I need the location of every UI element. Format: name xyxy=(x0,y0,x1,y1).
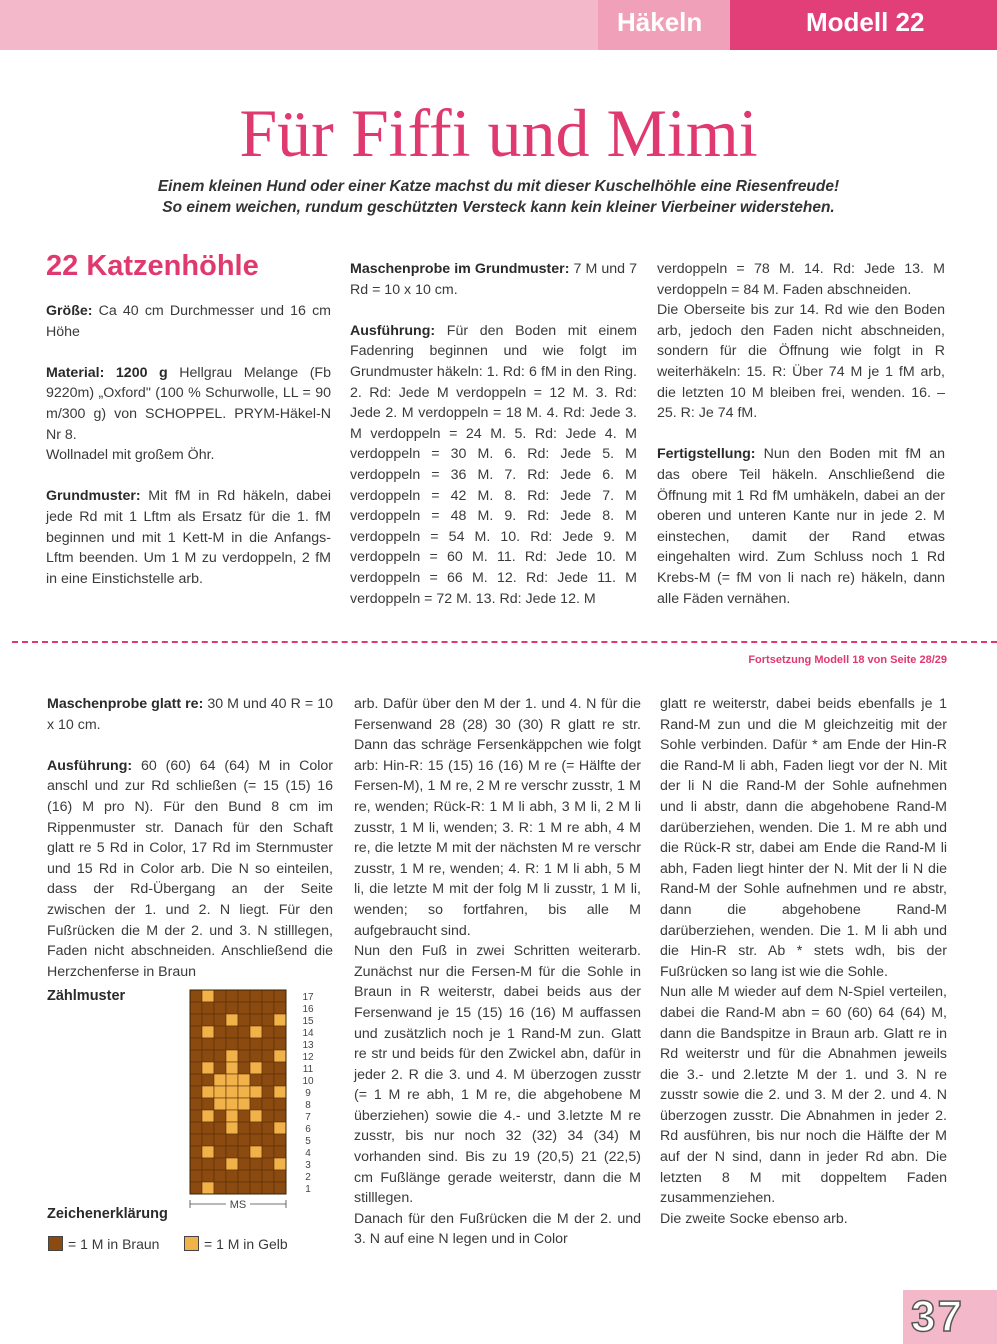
chart-cell xyxy=(250,1170,262,1182)
paragraph xyxy=(46,301,331,342)
header-bar xyxy=(0,0,997,50)
chart-cell xyxy=(262,1146,274,1158)
chart-cell xyxy=(226,1038,238,1050)
paragraph xyxy=(657,300,945,424)
chart-cell xyxy=(190,990,202,1002)
chart-cell xyxy=(238,1062,250,1074)
chart-cell xyxy=(238,1158,250,1170)
paragraph xyxy=(660,982,947,1209)
row-number: 15 xyxy=(302,1016,314,1027)
chart-cell xyxy=(262,1158,274,1170)
bottom-column-2 xyxy=(354,694,641,1250)
chart-cell xyxy=(250,1122,262,1134)
chart-cell xyxy=(214,1002,226,1014)
continuation-note: Fortsetzung Modell 18 von Seite 28/29 xyxy=(748,654,947,666)
chart-cell xyxy=(262,990,274,1002)
chart-cell xyxy=(274,1026,286,1038)
chart-cell xyxy=(238,1050,250,1062)
chart-cell xyxy=(274,1158,286,1170)
chart-cell xyxy=(238,1170,250,1182)
lead-text xyxy=(60,176,937,218)
chart-cell xyxy=(226,1026,238,1038)
chart-cell xyxy=(214,1074,226,1086)
chart-cell xyxy=(238,1182,250,1194)
brown-swatch xyxy=(48,1236,63,1251)
chart-cell xyxy=(238,1014,250,1026)
chart-cell xyxy=(250,1074,262,1086)
legend-label: Zeichenerklärung xyxy=(47,1206,168,1222)
chart-cell xyxy=(214,1038,226,1050)
chart-cell xyxy=(214,1158,226,1170)
chart-cell xyxy=(274,1050,286,1062)
chart-cell xyxy=(226,1146,238,1158)
row-number: 9 xyxy=(305,1088,311,1099)
chart-cell xyxy=(190,1182,202,1194)
chart-cell xyxy=(226,1134,238,1146)
row-number: 10 xyxy=(302,1076,314,1087)
chart-cell xyxy=(274,1146,286,1158)
chart-cell xyxy=(202,1170,214,1182)
paragraph xyxy=(354,694,641,941)
legend-text: = 1 M in Gelb xyxy=(204,1236,288,1252)
chart-cell xyxy=(238,1122,250,1134)
chart-cell xyxy=(190,1122,202,1134)
paragraph xyxy=(657,259,945,300)
chart-cell xyxy=(190,1098,202,1110)
chart-cell xyxy=(274,1014,286,1026)
paragraph-text: arb. Dafür über den M der 1. und 4. N für die Fersenwand 28 (28) 30 (30) R glatt re str. Dann das schräge Fersenkäppchen wie folgt arb: Hin-R: 15 (15) 16 (16) M re (= Hälfte der Fersen-M), 1 M re, 2 M re verschr zusstr, 1 M re, wenden; Rück-R: 1 M li abh, 3 M li, 2 M li zusstr, 1 M li, wenden; 3. R: 1 M re abh, 4 M re, die letzte M mit der nächsten M re verschr zusstr, 1 M re, wenden; 4. R: 1 M li abh, 5 M li, die letzte M mit der folg M li zusstr, 1 M li, wenden; so fortfahren, bis alle M aufgebraucht sind. xyxy=(354,696,641,939)
chart-cell xyxy=(238,1002,250,1014)
paragraph-text: Mit fM in Rd häkeln, dabei jede Rd mit 1 Lftm als Ersatz für die 1. fM beginnen und mit 1 Kett-M in die Anfangs-Lftm beenden. Um 1 M zu verdoppeln, 2 fM in eine Einstichstelle arb. xyxy=(46,488,331,587)
chart-cell xyxy=(238,1086,250,1098)
chart-cell xyxy=(250,990,262,1002)
chart-cell xyxy=(262,1134,274,1146)
chart-cell xyxy=(274,1062,286,1074)
chart-cell xyxy=(226,1062,238,1074)
paragraph-text: Ca 40 cm Durchmesser und 16 cm Höhe xyxy=(46,303,331,340)
chart-cell xyxy=(214,1098,226,1110)
chart-cell xyxy=(190,1086,202,1098)
chart-cell xyxy=(202,1086,214,1098)
chart-cell xyxy=(202,1134,214,1146)
chart-cell xyxy=(202,1074,214,1086)
chart-cell xyxy=(226,1170,238,1182)
chart-cell xyxy=(214,1146,226,1158)
row-number: 17 xyxy=(302,992,314,1003)
page-number: 37 xyxy=(911,1292,964,1341)
chart-cell xyxy=(262,1014,274,1026)
bold-term: Material: 1200 g xyxy=(46,364,168,381)
paragraph xyxy=(657,444,945,609)
dashed-divider xyxy=(12,641,997,643)
chart-cell xyxy=(274,1182,286,1194)
row-number: 14 xyxy=(302,1028,314,1039)
paragraph-text: Die zweite Socke ebenso arb. xyxy=(660,1210,848,1227)
chart-cell xyxy=(250,1146,262,1158)
row-number: 11 xyxy=(302,1064,314,1075)
paragraph xyxy=(660,694,947,982)
chart-cell xyxy=(262,1170,274,1182)
chart-cell xyxy=(214,1086,226,1098)
chart-cell xyxy=(238,990,250,1002)
row-number: 5 xyxy=(305,1136,311,1147)
paragraph xyxy=(47,694,333,735)
top-column-1 xyxy=(46,301,331,610)
chart-cell xyxy=(262,1038,274,1050)
chart-cell xyxy=(190,1110,202,1122)
chart-cell xyxy=(202,1098,214,1110)
chart-cell xyxy=(214,1170,226,1182)
chart-cell xyxy=(262,1002,274,1014)
yellow-swatch xyxy=(184,1236,199,1251)
chart-cell xyxy=(250,1110,262,1122)
chart-cell xyxy=(238,1026,250,1038)
chart-cell xyxy=(274,1170,286,1182)
chart-cell xyxy=(190,1158,202,1170)
chart-cell xyxy=(238,1074,250,1086)
paragraph xyxy=(660,1209,947,1230)
paragraph-text: Nun den Boden mit fM an das obere Teil häkeln. Anschließend die Öffnung mit 1 Rd fM umhäkeln, dabei an der oberen und unteren Kante nur in jede 2. M einstechen, damit der Rand etwas eingehalten wird. Zum Schluss noch 1 Rd Krebs-M (= fM von li nach re) häkeln, dann alle Fäden vernähen. xyxy=(657,446,945,607)
counting-chart xyxy=(185,986,335,1216)
row-number: 16 xyxy=(302,1004,314,1015)
chart-cell xyxy=(262,1062,274,1074)
row-number: 13 xyxy=(302,1040,314,1051)
chart-cell xyxy=(250,1086,262,1098)
paragraph-text: Nun alle M wieder auf dem N-Spiel verteilen, dabei die Rand-M abn = 60 (60) 64 (64) M, dann die Bandspitze in Braun arb. Glatt re in Rd weiterstr und für die Abnahmen jeweils die 3.- und 2.letzte M der 1. und 3. N re zusstr sowie die 2. und 3. M der 2. und 4. N überzogen zusstr. Die Abnahmen in jeder 2. Rd ausführen, bis nur noch die Hälfte der M auf der N sind, dann in jeder Rd abn. Die letzten 8 M mit doppeltem Faden zusammenziehen. xyxy=(660,984,947,1207)
chart-cell xyxy=(250,1026,262,1038)
chart-label: Zählmuster xyxy=(47,988,126,1004)
bottom-column-3 xyxy=(660,694,947,1229)
chart-cell xyxy=(190,1074,202,1086)
paragraph-text: glatt re weiterstr, dabei beids ebenfalls je 1 Rand-M zun und die M gleichzeitig mit der Sohle verbinden. Dafür * am Ende der Hin-R die Rand-M li abh, Faden liegt vor der N. Mit der li N die Rand-M der Sohle aufnehmen und li abstr, dann die abgehobene Rand-M darüberziehen, wenden. Die 1. M re abh und die Rück-R str, dabei am Ende die Rand-M li abh, Faden liegt hinter der N. Mit der li N die Rand-M der Sohle aufnehmen und re abstr, dann die abgehobene Rand-M darüberziehen, wenden. Die 1. M li abh und die Hin-R str. Ab * stets wdh, bis der Fußrücken so lang ist wie die Sohle. xyxy=(660,696,947,980)
chart-cell xyxy=(190,1026,202,1038)
chart-cell xyxy=(238,1038,250,1050)
chart-cell xyxy=(250,1038,262,1050)
paragraph-text: Danach für den Fußrücken die M der 2. und 3. N auf eine N legen und in Color xyxy=(354,1210,641,1248)
lead-line: Einem kleinen Hund oder einer Katze machst du mit dieser Kuschelhöhle eine Riesenfreude! xyxy=(157,178,840,195)
legend-item-brown xyxy=(48,1236,159,1252)
chart-cell xyxy=(202,1122,214,1134)
bold-term: Größe: xyxy=(46,303,93,319)
chart-cell xyxy=(226,1182,238,1194)
row-number: 12 xyxy=(302,1052,314,1063)
legend-text: = 1 M in Braun xyxy=(68,1236,160,1252)
chart-cell xyxy=(250,1062,262,1074)
bottom-column-1 xyxy=(47,694,333,1003)
chart-cell xyxy=(190,1134,202,1146)
chart-cell xyxy=(226,1050,238,1062)
chart-cell xyxy=(226,1098,238,1110)
paragraph-text: Die Oberseite bis zur 14. Rd wie den Boden arb, jedoch den Faden nicht abschneiden, sondern für die Öffnung wie folgt in R weiterhäkeln: 15. R: Über 74 M je 1 fM arb, die letzten 10 M bleiben frei, wenden. 16. – 25. R: Je 74 fM. xyxy=(657,302,945,422)
chart-cell xyxy=(274,1002,286,1014)
chart-cell xyxy=(214,1050,226,1062)
chart-cell xyxy=(262,1122,274,1134)
row-number: 8 xyxy=(305,1100,311,1111)
chart-cell xyxy=(202,1038,214,1050)
paragraph xyxy=(46,445,331,466)
bold-term: Maschenprobe glatt re: xyxy=(47,696,204,712)
chart-cell xyxy=(250,1002,262,1014)
chart-cell xyxy=(202,1182,214,1194)
chart-cell xyxy=(238,1110,250,1122)
chart-cell xyxy=(226,1002,238,1014)
chart-cell xyxy=(202,1062,214,1074)
chart-cell xyxy=(214,1014,226,1026)
paragraph xyxy=(350,259,637,300)
paragraph-text: Für den Boden mit einem Fadenring beginnen und wie folgt im Grundmuster häkeln: 1. Rd: 6 fM in den Ring. 2. Rd: Jede M verdoppeln = 12 M. 3. Rd: Jede 2. M verdoppeln = 18 M. 4. Rd: Jede 3. M verdoppeln = 24 M. 5. Rd: Jede 4. M verdoppeln = 30 M. 6. Rd: Jede 5. M verdoppeln = 36 M. 7. Rd: Jede 6. M verdoppeln = 42 M. 8. Rd: Jede 7. M verdoppeln = 48 M. 9. Rd: Jede 8. M verdoppeln = 54 M. 10. Rd: Jede 9. M verdoppeln = 60 M. 11. Rd: Jede 10. M verdoppeln = 66 M. 12. Rd: Jede 11. M verdoppeln = 72 M. 13. Rd: Jede 12. M xyxy=(350,322,637,607)
model-label: Modell 22 xyxy=(806,7,925,37)
chart-cell xyxy=(214,1182,226,1194)
chart-cell xyxy=(226,1014,238,1026)
chart-cell xyxy=(262,1086,274,1098)
chart-cell xyxy=(214,1122,226,1134)
chart-cell xyxy=(214,1062,226,1074)
paragraph-text: 60 (60) 64 (64) M in Color anschl und zur Rd schließen (= 15 (15) 16 (16) M pro N). Für den Bund 8 cm im Rippenmuster str. Danach für den Schaft glatt re 5 Rd in Color, 17 Rd im Sternmuster und 15 Rd in Color arb. Die N so einteilen, dass der Rd-Übergang an der Seite zwischen der 1. und 2. N liegt. Für den Fußrücken die M der 2. und 3. N stilllegen, Faden nicht abschneiden. Anschließend die Herzchenferse in Braun xyxy=(47,757,333,980)
chart-cell xyxy=(226,1074,238,1086)
chart-cell xyxy=(262,1110,274,1122)
top-column-3 xyxy=(657,259,945,630)
chart-cell xyxy=(238,1146,250,1158)
pattern-heading: 22 Katzenhöhle xyxy=(46,250,259,282)
bold-term: Grundmuster: xyxy=(46,488,141,505)
chart-cell xyxy=(202,1050,214,1062)
chart-cell xyxy=(238,1134,250,1146)
chart-cell xyxy=(274,1074,286,1086)
bold-term: Ausführung: xyxy=(47,757,133,774)
chart-cell xyxy=(274,1110,286,1122)
row-number: 7 xyxy=(305,1112,311,1123)
chart-cell xyxy=(262,1182,274,1194)
chart-cell xyxy=(226,1110,238,1122)
paragraph-text: Wollnadel mit großem Öhr. xyxy=(46,447,215,464)
paragraph xyxy=(47,756,333,983)
paragraph-text: verdoppeln = 78 M. 14. Rd: Jede 13. M verdoppeln = 84 M. Faden abschneiden. xyxy=(657,261,945,298)
chart-cell xyxy=(214,990,226,1002)
chart-cell xyxy=(226,1086,238,1098)
chart-cell xyxy=(190,1170,202,1182)
chart-cell xyxy=(202,1110,214,1122)
row-number: 6 xyxy=(305,1124,311,1135)
paragraph-text: 30 M und 40 R = 10 x 10 cm. xyxy=(47,696,333,733)
paragraph xyxy=(46,486,331,589)
row-number: 1 xyxy=(305,1184,311,1195)
chart-cell xyxy=(274,1038,286,1050)
row-number: 2 xyxy=(305,1172,311,1183)
chart-cell xyxy=(250,1098,262,1110)
page-title: Für Fiffi und Mimi xyxy=(239,95,758,171)
bold-term: Ausführung: xyxy=(350,322,436,339)
paragraph-text: 7 M und 7 Rd = 10 x 10 cm. xyxy=(350,261,637,298)
paragraph xyxy=(354,1209,641,1250)
chart-cell xyxy=(250,1158,262,1170)
chart-cell xyxy=(190,1038,202,1050)
chart-cell xyxy=(262,1026,274,1038)
chart-cell xyxy=(250,1134,262,1146)
chart-cell xyxy=(202,1158,214,1170)
chart-cell xyxy=(274,990,286,1002)
chart-cell xyxy=(226,1158,238,1170)
chart-cell xyxy=(226,990,238,1002)
chart-cell xyxy=(226,1122,238,1134)
page-number-box xyxy=(903,1290,997,1344)
chart-cell xyxy=(190,1050,202,1062)
chart-cell xyxy=(202,990,214,1002)
chart-cell xyxy=(202,1026,214,1038)
chart-cell xyxy=(274,1122,286,1134)
paragraph-text: Nun den Fuß in zwei Schritten weiterarb. Zunächst nur die Fersen-M für die Sohle in Braun in R weiterstr, dabei beids aus der Fersenwand je 15 (15) 16 (16) M auffassen und zusätzlich noch je 1 Rand-M zun. Glatt re str und beids für den Zwickel abn, dafür in jeder 2. R die 3. und 4. M überzogen zusstr (= 1 M re abh, 1 M re, die abgehobene M überziehen) sowie die 4.- und 3.letzte M re zusstr, bis nur noch 32 (32) 34 (34) M vorhanden sind. Bis zu 19 (20,5) 21 (22,5) cm Fußlänge gerade weiterstr, dann die M stilllegen. xyxy=(354,943,641,1207)
chart-cell xyxy=(190,1014,202,1026)
chart-cell xyxy=(202,1014,214,1026)
legend-item-yellow xyxy=(184,1236,288,1252)
chart-cell xyxy=(190,1146,202,1158)
chart-cell xyxy=(250,1182,262,1194)
paragraph xyxy=(350,321,637,609)
chart-cell xyxy=(274,1086,286,1098)
chart-cell xyxy=(250,1014,262,1026)
top-column-2 xyxy=(350,259,637,630)
paragraph-text: Hellgrau Melange (Fb 9220m) „Oxford" (100 % Schurwolle, LL = 90 m/300 g) von SCHOPPEL. PRYM-Häkel-N Nr 8. xyxy=(46,364,331,443)
row-number: 4 xyxy=(305,1148,311,1159)
chart-cell xyxy=(202,1146,214,1158)
chart-cell xyxy=(274,1134,286,1146)
bold-term: Fertigstellung: xyxy=(657,446,756,463)
chart-cell xyxy=(202,1002,214,1014)
row-number: 3 xyxy=(305,1160,311,1171)
chart-cell xyxy=(214,1134,226,1146)
paragraph xyxy=(46,363,331,445)
chart-cell xyxy=(238,1098,250,1110)
paragraph xyxy=(354,941,641,1209)
chart-cell xyxy=(214,1026,226,1038)
chart-cell xyxy=(190,1002,202,1014)
lead-line: So einem weichen, rundum geschützten Versteck kann kein kleiner Vierbeiner widerstehen. xyxy=(162,199,835,216)
chart-cell xyxy=(190,1062,202,1074)
chart-cell xyxy=(214,1110,226,1122)
chart-cell xyxy=(250,1050,262,1062)
ms-label: MS xyxy=(229,1199,247,1211)
chart-cell xyxy=(274,1098,286,1110)
section-label: Häkeln xyxy=(617,7,703,37)
chart-cell xyxy=(262,1098,274,1110)
chart-cell xyxy=(262,1050,274,1062)
chart-cell xyxy=(262,1074,274,1086)
bold-term: Maschenprobe im Grundmuster: xyxy=(350,261,570,277)
